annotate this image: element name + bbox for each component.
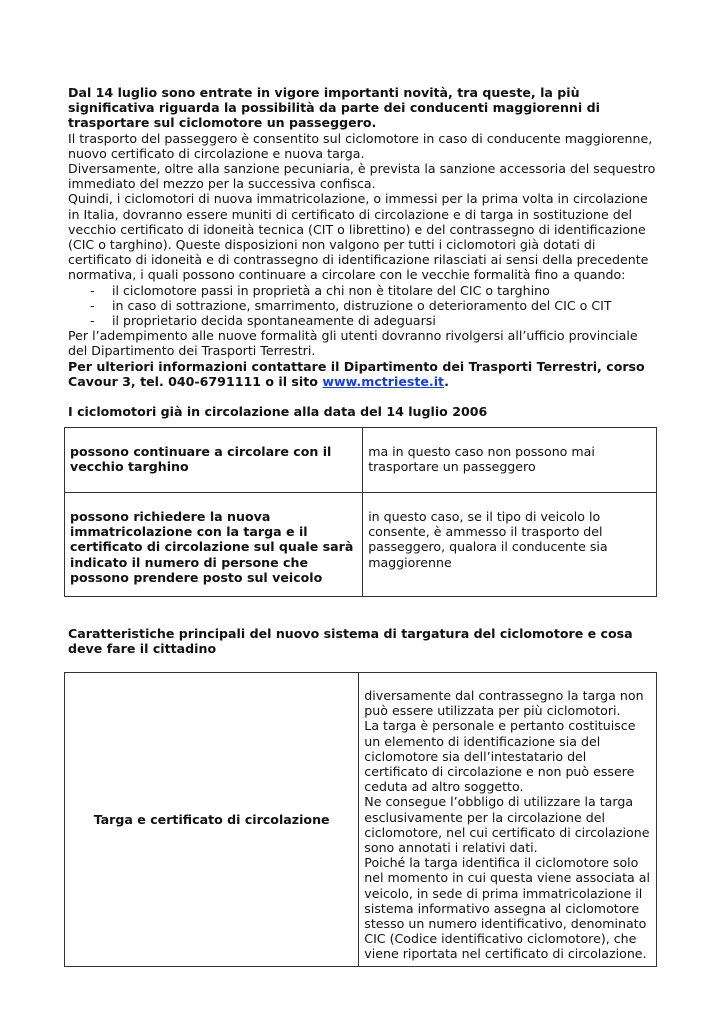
list-item bbox=[90, 283, 660, 298]
table-cell-left: Targa e certificato di circolazione bbox=[65, 673, 359, 967]
conditions-list bbox=[68, 283, 660, 329]
intro-paragraph-2: Diversamente, oltre alla sanzione pecuniaria, è prevista la sanzione accessoria del sequestro immediato del mezzo per la successiva confisca. bbox=[68, 161, 656, 192]
section2-title: Caratteristiche principali del nuovo sistema di targatura del ciclomotore e cosa deve fare il cittadino bbox=[68, 626, 633, 657]
contact-text: Per ulteriori informazioni contattare il Dipartimento dei Trasporti Terrestri, corso Cavour 3, tel. 040-6791111 o il sito bbox=[68, 358, 645, 389]
list-item-text: il ciclomotore passi in proprietà a chi non è titolare del CIC o targhino bbox=[112, 282, 550, 298]
cell-line: Poiché la targa identifica il ciclomotore solo nel momento in cui questa viene associata al veicolo, in sede di prima immatricolazione il sistema informativo assegna al ciclomotore stesso un numero identificativo, denominato CIC (Codice identificativo ciclomotore), che viene riportata nel certificato di circolazione. bbox=[364, 855, 650, 962]
list-item-text: il proprietario decida spontaneamente di adeguarsi bbox=[112, 313, 436, 329]
intro-paragraph-4: Per l’adempimento alle nuove formalità gli utenti dovranno rivolgersi all’ufficio provinciale del Dipartimento dei Trasporti Terrestri. bbox=[68, 328, 638, 359]
document-body bbox=[68, 85, 660, 432]
list-item-text: in caso di sottrazione, smarrimento, distruzione o deterioramento del CIC o CIT bbox=[112, 297, 612, 313]
contact-end: . bbox=[444, 373, 449, 389]
table-cell-right: in questo caso, se il tipo di veicolo lo consente, è ammesso il trasporto del passeggero, qualora il conducente sia maggiorenne bbox=[363, 493, 657, 597]
dash-bullet: - bbox=[90, 297, 95, 313]
intro-paragraph-3: Quindi, i ciclomotori di nuova immatricolazione, o immessi per la prima volta in circolazione in Italia, dovranno essere muniti di certificato di circolazione e di targa in sostituzione del vecchio certificato di idoneità tecnica (CIT o librettino) e del contrassegno di identificazione (CIC o targhino). Queste disposizioni non valgono per tutti i ciclomotori già dotati di certificato di idoneità e di contrassegno di identificazione rilasciati ai sensi della precedente normativa, i quali possono continuare a circolare con le vecchie formalità fino a quando: bbox=[68, 191, 649, 283]
table-row bbox=[65, 493, 657, 597]
contact-paragraph bbox=[68, 359, 660, 389]
table-row bbox=[65, 673, 657, 967]
list-item bbox=[90, 298, 660, 313]
plate-system-table bbox=[64, 672, 657, 967]
table-row bbox=[65, 428, 657, 493]
existing-mopeds-table bbox=[64, 427, 657, 597]
table-cell-left: possono richiedere la nuova immatricolazione con la targa e il certificato di circolazione sul quale sarà indicato il numero di persone che possono prendere posto sul veicolo bbox=[65, 493, 363, 597]
list-item bbox=[90, 313, 660, 328]
cell-line: La targa è personale e pertanto costituisce un elemento di identificazione sia del ciclomotore sia dell’intestatario del certificato di circolazione e non può essere ceduta ad altro soggetto. bbox=[364, 718, 636, 795]
section1-title: I ciclomotori già in circolazione alla data del 14 luglio 2006 bbox=[68, 404, 488, 420]
table-cell-left: possono continuare a circolare con il vecchio targhino bbox=[65, 428, 363, 493]
dash-bullet: - bbox=[90, 282, 95, 298]
intro-paragraph-1: Il trasporto del passeggero è consentito sul ciclomotore in caso di conducente maggiorenne, nuovo certificato di circolazione e nuova targa. bbox=[68, 130, 653, 161]
intro-title: Dal 14 luglio sono entrate in vigore importanti novità, tra queste, la più significativa riguarda la possibilità da parte dei conducenti maggiorenni di trasportare sul ciclomotore un passeggero. bbox=[68, 85, 600, 131]
table-cell-right: ma in questo caso non possono mai trasportare un passeggero bbox=[363, 428, 657, 493]
cell-line: Ne consegue l’obbligo di utilizzare la targa esclusivamente per la circolazione del ciclomotore, nel cui certificato di circolazione sono annotati i relativi dati. bbox=[364, 794, 650, 856]
website-link[interactable]: www.mctrieste.it bbox=[322, 373, 445, 389]
dash-bullet: - bbox=[90, 313, 95, 329]
table-cell-right bbox=[359, 673, 657, 967]
cell-line: diversamente dal contrassegno la targa non può essere utilizzata per più ciclomotori. bbox=[364, 688, 644, 719]
